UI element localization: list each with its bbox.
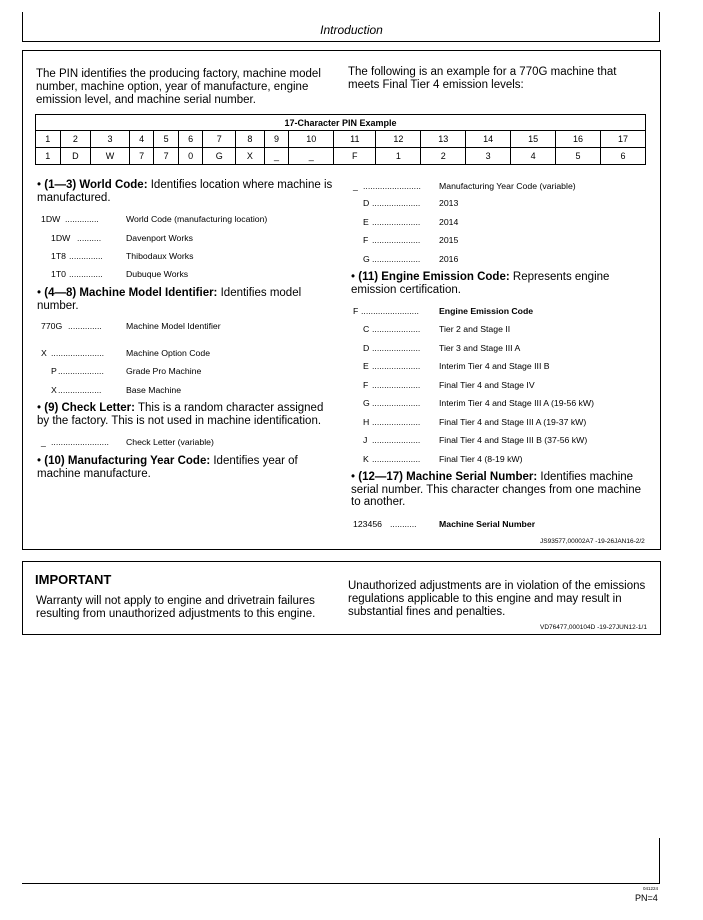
world-code-heading: (1—3) World Code: bbox=[44, 179, 148, 191]
check-letter-bullet: • (9) Check Letter: This is a random character assigned by the factory. This is not used in machine identification. bbox=[37, 402, 324, 427]
code-value: K bbox=[363, 454, 369, 464]
code-value: 1DW bbox=[51, 233, 71, 243]
page-number: PN=4 bbox=[635, 893, 658, 903]
check-letter-text: This is a random character assigned by the factory. This is not used in machine identification. bbox=[37, 402, 324, 427]
code-description: Final Tier 4 (8-19 kW) bbox=[439, 454, 523, 464]
code-description: 2014 bbox=[439, 217, 459, 227]
code-description: Machine Serial Number bbox=[439, 519, 536, 529]
code-description: Machine Option Code bbox=[126, 348, 211, 358]
code-description: Dubuque Works bbox=[126, 269, 189, 279]
pin-character-cell: _ bbox=[264, 148, 289, 165]
code-value: H bbox=[363, 417, 370, 427]
emission-bullet: • (11) Engine Emission Code: Represents engine emission certification. bbox=[351, 271, 610, 296]
code-value: G bbox=[363, 398, 370, 408]
leader-dots: .............. bbox=[69, 251, 103, 261]
emission-text: Represents engine emission certification. bbox=[351, 271, 610, 296]
leader-dots: .................... bbox=[372, 435, 421, 445]
code-description: Machine Model Identifier bbox=[126, 321, 221, 331]
model-id-bullet: • (4—8) Machine Model Identifier: Identifies model number. bbox=[37, 287, 302, 312]
code-value: 770G bbox=[41, 321, 63, 331]
world-code-text: Identifies location where machine is manufactured. bbox=[37, 179, 333, 204]
pin-character-cell: 7 bbox=[154, 148, 179, 165]
pin-table-caption: 17-Character PIN Example bbox=[36, 115, 646, 131]
pin-characters-row bbox=[36, 148, 646, 165]
leader-dots: ........................ bbox=[361, 306, 419, 316]
leader-dots: .............. bbox=[65, 214, 99, 224]
code-value: F bbox=[353, 306, 359, 316]
pin-character-cell: F bbox=[334, 148, 376, 165]
code-value: J bbox=[363, 435, 368, 445]
pin-character-cell: 2 bbox=[421, 148, 466, 165]
leader-dots: .................... bbox=[372, 217, 421, 227]
pin-character-cell: 7 bbox=[129, 148, 154, 165]
leader-dots: .................. bbox=[58, 385, 102, 395]
check-letter-heading: (9) Check Letter: bbox=[44, 402, 135, 414]
code-value: E bbox=[363, 217, 369, 227]
code-description: World Code (manufacturing location) bbox=[126, 214, 268, 224]
important-left-text: Warranty will not apply to engine and drivetrain failures resulting from unauthorized adjustments to this engine. bbox=[36, 595, 316, 620]
pin-character-cell: _ bbox=[289, 148, 334, 165]
code-description: Interim Tier 4 and Stage III A (19-56 kW) bbox=[439, 398, 594, 408]
code-value: _ bbox=[41, 437, 46, 447]
pin-character-cell: 4 bbox=[511, 148, 556, 165]
code-description: 2013 bbox=[439, 198, 459, 208]
code-description: Manufacturing Year Code (variable) bbox=[439, 181, 576, 191]
pin-reference-code: JS93577,00002A7 -19-26JAN16-2/2 bbox=[540, 538, 645, 545]
code-value: G bbox=[363, 254, 370, 264]
pin-position-cell: 3 bbox=[91, 131, 130, 148]
serial-heading: (12—17) Machine Serial Number: bbox=[358, 471, 538, 483]
code-description: Thibodaux Works bbox=[126, 251, 194, 261]
code-description: Tier 2 and Stage II bbox=[439, 324, 511, 334]
important-box-bottom-rule bbox=[22, 634, 661, 635]
code-value: 1DW bbox=[41, 214, 61, 224]
leader-dots: .................... bbox=[372, 417, 421, 427]
mfg-year-heading: (10) Manufacturing Year Code: bbox=[44, 455, 211, 467]
pin-position-cell: 11 bbox=[334, 131, 376, 148]
code-description: Final Tier 4 and Stage III B (37-56 kW) bbox=[439, 435, 588, 445]
leader-dots: .................... bbox=[372, 454, 421, 464]
important-title: IMPORTANT bbox=[35, 572, 112, 587]
code-description: Interim Tier 4 and Stage III B bbox=[439, 361, 550, 371]
code-value: 1T8 bbox=[51, 251, 66, 261]
pin-positions-row bbox=[36, 131, 646, 148]
code-value: D bbox=[363, 198, 370, 208]
model-id-heading: (4—8) Machine Model Identifier: bbox=[44, 287, 218, 299]
pin-character-cell: X bbox=[236, 148, 265, 165]
code-description: Tier 3 and Stage III A bbox=[439, 343, 521, 353]
leader-dots: .................... bbox=[372, 398, 421, 408]
code-description: Final Tier 4 and Stage III A (19-37 kW) bbox=[439, 417, 587, 427]
code-description: Engine Emission Code bbox=[439, 306, 534, 316]
serial-text: Identifies machine serial number. This character changes from one machine to another. bbox=[351, 471, 641, 508]
pin-character-cell: W bbox=[91, 148, 130, 165]
code-value: F bbox=[363, 235, 369, 245]
code-description: 2016 bbox=[439, 254, 459, 264]
code-value: X bbox=[41, 348, 47, 358]
pin-position-cell: 15 bbox=[511, 131, 556, 148]
code-value: F bbox=[363, 380, 369, 390]
pin-character-cell: G bbox=[203, 148, 236, 165]
pin-position-cell: 9 bbox=[264, 131, 289, 148]
code-description: Final Tier 4 and Stage IV bbox=[439, 380, 535, 390]
leader-dots: ........................ bbox=[51, 437, 109, 447]
pin-example-table bbox=[35, 114, 646, 165]
header-rule bbox=[22, 41, 660, 42]
code-description: Davenport Works bbox=[126, 233, 193, 243]
footer-small-code: 041224 bbox=[643, 886, 659, 891]
pin-character-cell: 3 bbox=[466, 148, 511, 165]
pin-position-cell: 12 bbox=[376, 131, 421, 148]
important-reference-code: VD76477,000104D -19-27JUN12-1/1 bbox=[540, 624, 647, 631]
code-value: C bbox=[363, 324, 370, 334]
code-description: Check Letter (variable) bbox=[126, 437, 214, 447]
pin-position-cell: 2 bbox=[60, 131, 91, 148]
world-code-bullet: • (1—3) World Code: Identifies location where machine is manufactured. bbox=[37, 179, 333, 204]
pin-position-cell: 16 bbox=[556, 131, 601, 148]
leader-dots: ...................... bbox=[51, 348, 105, 358]
pin-position-cell: 10 bbox=[289, 131, 334, 148]
leader-dots: .................... bbox=[372, 198, 421, 208]
pin-position-cell: 1 bbox=[36, 131, 61, 148]
leader-dots: .......... bbox=[77, 233, 102, 243]
leader-dots: ................... bbox=[58, 366, 104, 376]
important-right-text: Unauthorized adjustments are in violation of the emissions regulations applicable to this engine and may result in substantial fines and penalties. bbox=[348, 580, 646, 618]
pin-position-cell: 17 bbox=[600, 131, 645, 148]
pin-intro-left: The PIN identifies the producing factory, machine model number, machine option, year of manufacture, engine emission level, and machine serial number. bbox=[36, 68, 321, 106]
pin-position-cell: 5 bbox=[154, 131, 179, 148]
code-value: 1T0 bbox=[51, 269, 66, 279]
pin-character-cell: 5 bbox=[556, 148, 601, 165]
code-value: X bbox=[51, 385, 57, 395]
leader-dots: .................... bbox=[372, 324, 421, 334]
pin-intro-right: The following is an example for a 770G machine that meets Final Tier 4 emission levels: bbox=[348, 66, 617, 91]
pin-character-cell: 1 bbox=[36, 148, 61, 165]
pin-position-cell: 13 bbox=[421, 131, 466, 148]
leader-dots: .................... bbox=[372, 254, 421, 264]
pin-position-cell: 8 bbox=[236, 131, 265, 148]
pin-character-cell: 1 bbox=[376, 148, 421, 165]
leader-dots: ........................ bbox=[363, 181, 421, 191]
footer-right-rule bbox=[659, 838, 660, 883]
page-header-title: Introduction bbox=[320, 23, 383, 37]
mfg-year-bullet: • (10) Manufacturing Year Code: Identifies year of machine manufacture. bbox=[37, 455, 298, 480]
model-id-text: Identifies model number. bbox=[37, 287, 302, 312]
leader-dots: .............. bbox=[69, 269, 103, 279]
code-description: 2015 bbox=[439, 235, 459, 245]
leader-dots: .................... bbox=[372, 361, 421, 371]
footer-rule bbox=[22, 883, 660, 884]
leader-dots: ........... bbox=[390, 519, 417, 529]
pin-character-cell: 0 bbox=[178, 148, 203, 165]
pin-position-cell: 6 bbox=[178, 131, 203, 148]
code-value: 123456 bbox=[353, 519, 382, 529]
pin-character-cell: D bbox=[60, 148, 91, 165]
leader-dots: .................... bbox=[372, 235, 421, 245]
code-value: _ bbox=[353, 181, 358, 191]
leader-dots: .................... bbox=[372, 380, 421, 390]
pin-position-cell: 7 bbox=[203, 131, 236, 148]
mfg-year-text: Identifies year of machine manufacture. bbox=[37, 455, 298, 480]
leader-dots: .............. bbox=[68, 321, 102, 331]
code-value: P bbox=[51, 366, 57, 376]
code-value: D bbox=[363, 343, 370, 353]
code-description: Base Machine bbox=[126, 385, 182, 395]
code-value: E bbox=[363, 361, 369, 371]
serial-bullet: • (12—17) Machine Serial Number: Identifies machine serial number. This character changes from one machine to another. bbox=[351, 471, 641, 508]
pin-position-cell: 4 bbox=[129, 131, 154, 148]
leader-dots: .................... bbox=[372, 343, 421, 353]
emission-heading: (11) Engine Emission Code: bbox=[358, 271, 510, 283]
pin-position-cell: 14 bbox=[466, 131, 511, 148]
pin-character-cell: 6 bbox=[600, 148, 645, 165]
code-description: Grade Pro Machine bbox=[126, 366, 202, 376]
